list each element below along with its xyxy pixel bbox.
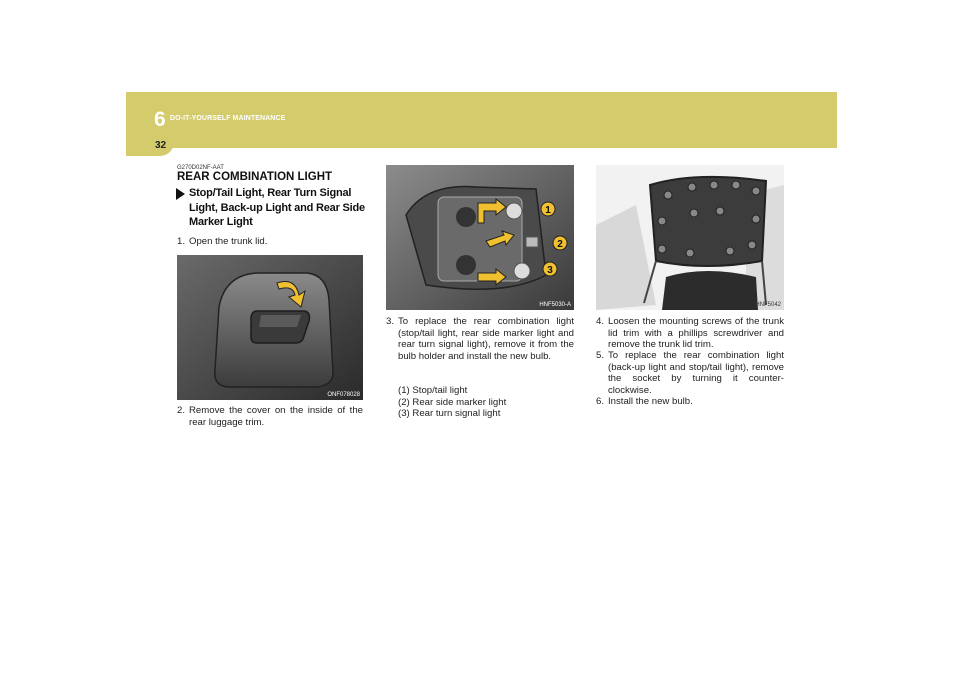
figure-bulb-holder: [386, 165, 574, 310]
step-4: 4. Loosen the mounting screws of the trunk lid trim with a phillips screwdriver and remove the trunk lid trim.: [596, 316, 784, 351]
step-2: 2. Remove the cover on the inside of the rear luggage trim.: [177, 405, 363, 428]
step-6: 6. Install the new bulb.: [596, 396, 693, 407]
figure-caption: ONF078028: [327, 392, 360, 398]
figure-luggage-trim-cover: [177, 255, 363, 400]
page-number-tab: [126, 136, 174, 156]
section-code: G270D02NF-AAT: [177, 165, 224, 171]
callout-3: 3: [547, 265, 553, 276]
light-legend: [398, 385, 574, 420]
chapter-title: DO-IT-YOURSELF MAINTENANCE: [170, 115, 286, 122]
legend-item-2: (2) Rear side marker light: [398, 396, 507, 408]
figure-caption: HNF5030-A: [539, 302, 571, 308]
bullet-arrow-icon: [176, 188, 185, 200]
section-subtitle: Stop/Tail Light, Rear Turn Signal Light, Back-up Light and Rear Side Marker Light: [189, 187, 365, 228]
chapter-number: 6: [154, 108, 166, 131]
figure-trunk-lid-trim: [596, 165, 784, 310]
page-number: 32: [155, 140, 167, 151]
step-3: 3. To replace the rear combination light (stop/tail light, rear side marker light and rear turn signal light), remove it from the bulb holder and install the new bulb.: [386, 316, 574, 362]
callout-2: 2: [557, 239, 563, 250]
section-title: REAR COMBINATION LIGHT: [177, 171, 333, 183]
callout-1: 1: [545, 205, 551, 216]
legend-item-1: (1) Stop/tail light: [398, 385, 468, 396]
figure-caption: HNF5042: [755, 302, 781, 308]
legend-item-3: (3) Rear turn signal light: [398, 408, 501, 420]
step-5: 5. To replace the rear combination light (back-up light and stop/tail light), remove the socket by turning it counter-clockwise.: [596, 350, 784, 396]
step-1: 1. Open the trunk lid.: [177, 236, 268, 247]
